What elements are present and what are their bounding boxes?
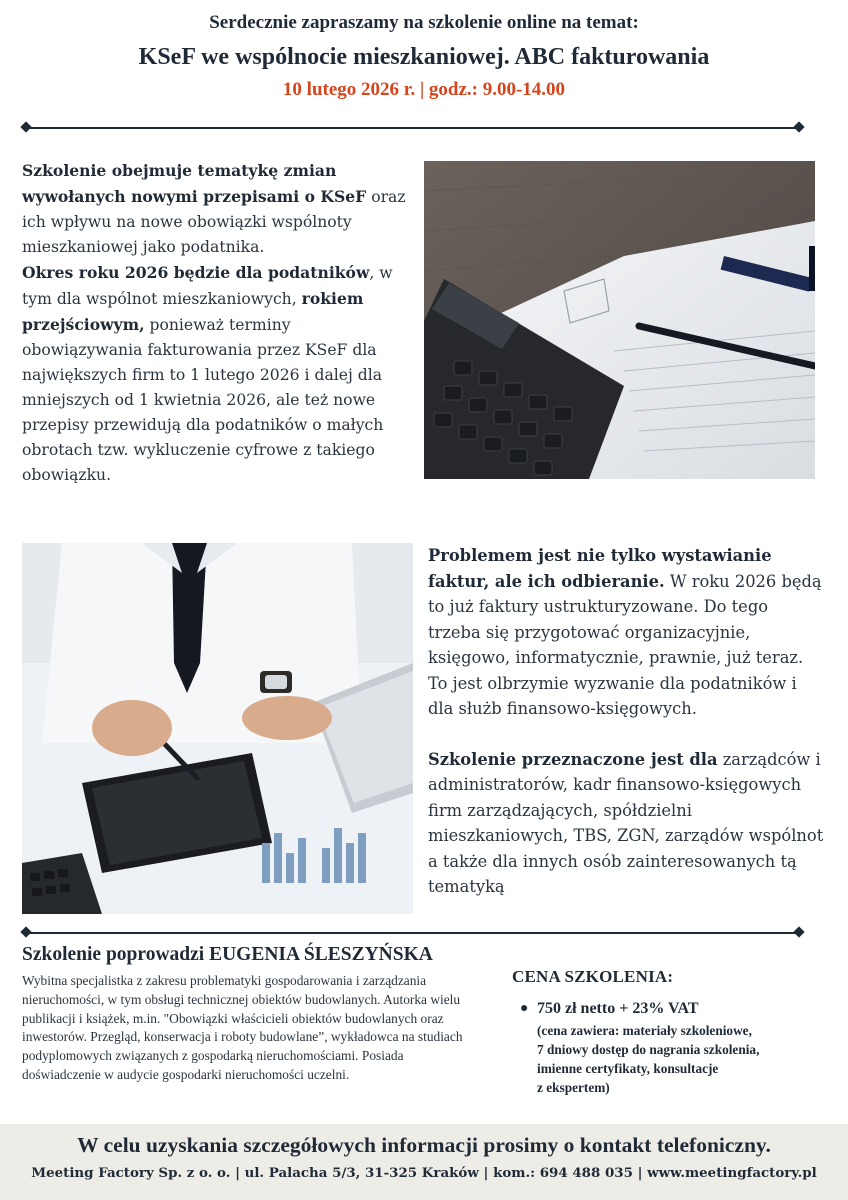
section2-p2-bold: Szkolenie przeznaczone jest dla bbox=[428, 749, 718, 769]
price-note-line2: 7 dniowy dostęp do nagrania szkolenia, bbox=[537, 1042, 760, 1057]
section2-p1-rest: W roku 2026 będą to już faktury ustrukturyzowane. Do tego trzeba się przygotować organizacyjnie, księgowo, informatycznie, prawnie, już teraz. To jest olbrzymie wyzwanie dla podatników i dla służb finansowo-księgowych. bbox=[428, 571, 822, 718]
section1-p2-rest: ponieważ terminy obowiązywania fakturowania przez KSeF dla największych firm to 1 lutego 2026 i dalej dla mniejszych od 1 kwietnia 2026, ale też nowe przepisy przewidują dla podatników o małych obrotach tzw. wykluczenie cyfrowe z takiego obowiązku. bbox=[22, 316, 384, 484]
price-item bbox=[512, 998, 822, 1019]
businessman-photo-illustration bbox=[22, 543, 413, 914]
top-divider bbox=[26, 127, 799, 129]
section1-p1-rest: oraz ich wpływu na nowe obowiązki wspólnoty mieszkaniowej jako podatnika. bbox=[22, 188, 406, 256]
price-value: 750 zł netto + 23% VAT bbox=[537, 1000, 699, 1017]
header bbox=[0, 12, 848, 101]
price-list bbox=[512, 998, 822, 1097]
bullet-icon: ● bbox=[520, 1001, 529, 1016]
price-heading: CENA SZKOLENIA: bbox=[512, 967, 674, 986]
price-note-line3: imienne certyfikaty, konsultacje bbox=[537, 1061, 719, 1076]
event-date: 10 lutego 2026 r. | godz.: 9.00-14.00 bbox=[282, 79, 566, 100]
footer-contact-line: W celu uzyskania szczegółowych informacji prosimy o kontakt telefoniczny. bbox=[77, 1133, 771, 1157]
section2-p2-rest: zarządców i administratorów, kadr finansowo-księgowych firm zarządzających, spółdzielni mieszkaniowych, TBS, ZGN, zarządów wspólnot a także dla innych osób zainteresowanych tą tematyką bbox=[428, 749, 824, 896]
price-note bbox=[512, 1021, 822, 1097]
photo-calculator-invoice bbox=[424, 161, 815, 479]
footer-company-line: Meeting Factory Sp. z o. o. | ul. Palacha 5/3, 31-325 Kraków | kom.: 694 488 035 | www.meetingfactory.pl bbox=[31, 1165, 817, 1181]
intro-line: Serdecznie zapraszamy na szkolenie online na temat: bbox=[209, 12, 639, 33]
section1-text bbox=[22, 158, 408, 488]
page-title: KSeF we wspólnocie mieszkaniowej. ABC fakturowania bbox=[138, 44, 710, 70]
section2-paragraph1 bbox=[428, 543, 824, 722]
trainer-heading bbox=[22, 944, 433, 966]
section1-p2-bold2: rokiem przejściowym, bbox=[22, 289, 364, 334]
section1-paragraph2 bbox=[22, 260, 408, 488]
section2-p1-bold: Problemem jest nie tylko wystawianie faktur, ale ich odbieranie. bbox=[428, 546, 772, 591]
footer bbox=[0, 1124, 848, 1200]
price-note-line4: z ekspertem) bbox=[537, 1080, 610, 1095]
section2-text bbox=[428, 543, 824, 900]
calculator-photo-illustration bbox=[424, 161, 815, 479]
trainer-name: EUGENIA ŚLESZYŃSKA bbox=[209, 944, 433, 965]
photo-businessman-tablet bbox=[22, 543, 413, 914]
section1-p2-bold: Okres roku 2026 będzie dla podatników bbox=[22, 263, 370, 282]
middle-divider bbox=[26, 932, 799, 934]
section1-p1-bold: Szkolenie obejmuje tematykę zmian wywołanych nowymi przepisami o KSeF bbox=[22, 161, 367, 206]
trainer-heading-label: Szkolenie poprowadzi bbox=[22, 944, 210, 965]
section1-paragraph1 bbox=[22, 158, 408, 260]
trainer-bio: Wybitna specjalistka z zakresu problematyki gospodarowania i zarządzania nieruchomości, w tym obsługi technicznej obiektów budowlanych. Autorka wielu publikacji i książek, m.in. "Obowiązki właścicieli obiektów budowlanych oraz inwestorów. Przegląd, konserwacja i roboty budowlane”, wykładowca na studiach podyplomowych związanych z gospodarką nieruchomościami. Posiada doświadczenie w audycie gospodarki nieruchomości uczelni. bbox=[22, 973, 463, 1082]
price-note-line1: (cena zawiera: materiały szkoleniowe, bbox=[537, 1023, 752, 1038]
section1-p2-mid: , w tym dla wspólnot mieszkaniowych, bbox=[22, 264, 393, 308]
section2-paragraph2 bbox=[428, 747, 824, 900]
